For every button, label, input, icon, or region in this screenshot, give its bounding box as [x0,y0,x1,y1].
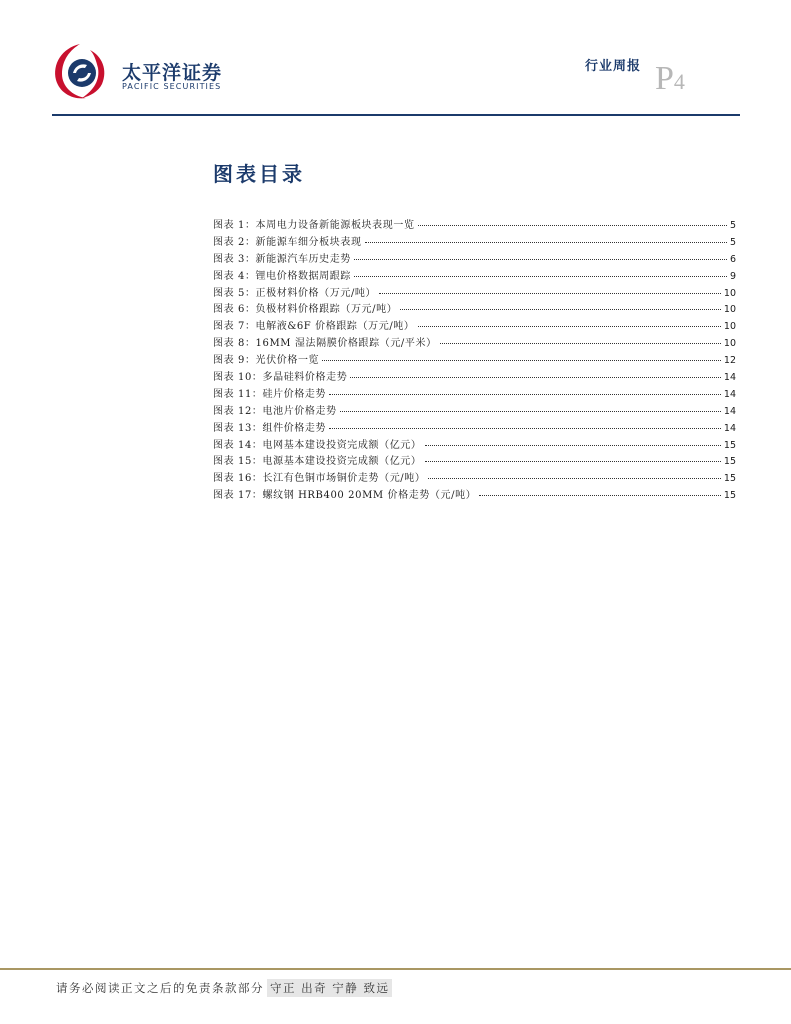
toc-leader-dots [354,259,727,260]
toc-entry-page: 12 [723,355,736,367]
toc-entry[interactable] [213,218,736,235]
toc-entry[interactable] [213,438,736,455]
toc-leader-dots [365,242,727,243]
company-logo [50,40,223,100]
toc-entry[interactable] [213,269,736,286]
company-name-en: PACIFIC SECURITIES [122,82,222,91]
toc-leader-dots [440,343,721,344]
toc-entry-label: 图表 15：电源基本建设投资完成额（亿元） [213,456,422,468]
toc-entry[interactable] [213,302,736,319]
toc-entry-page: 5 [729,236,736,248]
toc-entry-page: 6 [729,253,736,265]
page-number-value: 4 [673,69,685,94]
toc-entry-label: 图表 2：新能源车细分板块表现 [213,236,362,248]
toc-entry-page: 10 [723,287,736,299]
toc-entry-page: 14 [723,405,736,417]
toc-entry-page: 15 [723,490,736,502]
toc-leader-dots [479,495,721,496]
toc-entry-label: 图表 14：电网基本建设投资完成额（亿元） [213,439,422,451]
toc-entry-page: 14 [723,372,736,384]
footer-disclaimer: 请务必阅读正文之后的免责条款部分 [56,981,264,995]
toc-leader-dots [340,411,721,412]
toc-entry[interactable] [213,488,736,505]
toc-entry[interactable] [213,471,736,488]
toc-entry[interactable] [213,353,736,370]
report-type: 行业周报 [585,59,642,74]
page-number [655,62,685,96]
toc-entry-page: 15 [723,456,736,468]
toc-entry-label: 图表 1：本周电力设备新能源板块表现一览 [213,220,415,231]
toc-entry[interactable] [213,387,736,404]
toc-leader-dots [418,326,721,327]
toc-entry[interactable] [213,235,736,252]
toc-entry-label: 图表 5：正极材料价格（万元/吨） [213,287,377,299]
toc-entry-page: 14 [723,388,736,400]
toc-leader-dots [329,428,721,429]
toc-leader-dots [322,360,721,361]
footer-motto: 守正 出奇 宁静 致远 [267,979,392,997]
toc-entry-label: 图表 8：16MM 湿法隔膜价格跟踪（元/平米） [213,338,437,350]
toc-entry-label: 图表 9：光伏价格一览 [213,355,320,367]
page-letter: P [655,60,674,97]
toc-leader-dots [425,461,721,462]
toc-leader-dots [350,377,721,378]
toc-entry[interactable] [213,286,736,303]
toc-entry-label: 图表 4：锂电价格数据周跟踪 [213,270,351,282]
toc-entry-page: 15 [723,439,736,451]
toc-entry-label: 图表 7：电解液&6F 价格跟踪（万元/吨） [213,321,415,333]
toc-entry-page: 10 [723,338,736,350]
toc-entry-page: 9 [729,270,736,282]
toc-leader-dots [354,276,727,277]
footer [56,980,392,996]
toc-title: 图表目录 [213,162,305,186]
toc-entry-label: 图表 10：多晶硅料价格走势 [213,372,348,384]
toc-entry-label: 图表 13：组件价格走势 [213,422,327,434]
toc-leader-dots [379,293,721,294]
toc-entry-label: 图表 3：新能源汽车历史走势 [213,253,351,265]
toc-entry-label: 图表 12：电池片价格走势 [213,405,337,417]
toc-entry-page: 15 [723,473,736,485]
toc-leader-dots [329,394,721,395]
toc-leader-dots [400,309,721,310]
toc-leader-dots [428,478,720,479]
toc-entry[interactable] [213,370,736,387]
toc-entry[interactable] [213,454,736,471]
toc-entry-page: 10 [723,304,736,316]
toc-entry[interactable] [213,404,736,421]
toc-entry[interactable] [213,421,736,438]
pacific-securities-logo-icon [50,40,114,102]
toc-entry-page: 5 [729,220,736,231]
toc-entry[interactable] [213,252,736,269]
toc-entry[interactable] [213,319,736,336]
header-divider [52,114,740,116]
toc-leader-dots [425,445,721,446]
toc-entry[interactable] [213,336,736,353]
toc-leader-dots [418,225,727,226]
toc-entry-label: 图表 6：负极材料价格跟踪（万元/吨） [213,304,398,316]
toc-entry-page: 14 [723,422,736,434]
toc-entry-label: 图表 11：硅片价格走势 [213,388,327,400]
toc-entry-page: 10 [723,321,736,333]
toc-entry-label: 图表 16：长江有色铜市场铜价走势（元/吨） [213,473,426,485]
toc-list [213,218,736,505]
company-name-cn: 太平洋证券 [122,62,223,84]
toc-entry-label: 图表 17：螺纹钢 HRB400 20MM 价格走势（元/吨） [213,490,477,502]
footer-divider [0,968,791,970]
